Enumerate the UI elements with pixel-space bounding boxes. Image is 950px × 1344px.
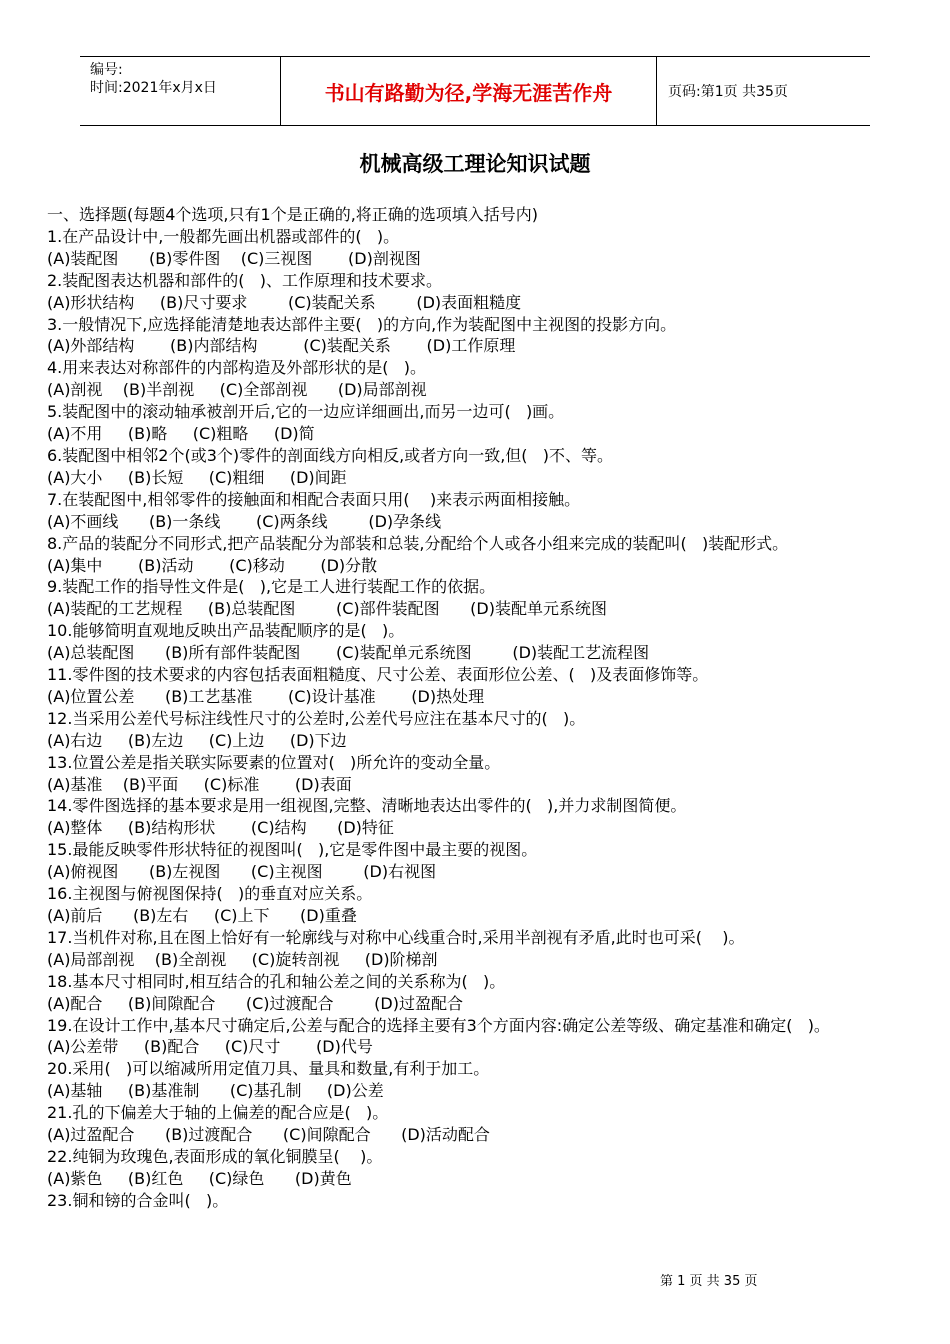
question-line: 13.位置公差是指关联实际要素的位置对( )所允许的变动全量。	[47, 752, 501, 772]
question-line: 20.采用( )可以缩减所用定值刀具、量具和数量,有利于加工。	[47, 1059, 490, 1079]
question-line: 2.装配图表达机器和部件的( )、工作原理和技术要求。	[47, 270, 443, 290]
question-line: (A)过盈配合 (B)过渡配合 (C)间隙配合 (D)活动配合	[47, 1125, 490, 1145]
document-header	[80, 56, 870, 126]
question-line: (A)装配图 (B)零件图 (C)三视图 (D)剖视图	[47, 248, 421, 268]
time-label: 时间:2021年x月x日	[90, 80, 217, 96]
page-footer: 第 1 页 共 35 页	[660, 1274, 758, 1289]
question-line: 14.零件图选择的基本要求是用一组视图,完整、清晰地表达出零件的( ),并力求制图简便。	[47, 796, 687, 816]
question-line: (A)不用 (B)略 (C)粗略 (D)简	[47, 424, 315, 444]
question-line: 15.最能反映零件形状特征的视图叫( ),它是零件图中最主要的视图。	[47, 840, 538, 860]
question-line: 4.用来表达对称部件的内部构造及外部形状的是( )。	[47, 358, 427, 378]
question-line: (A)剖视 (B)半剖视 (C)全部剖视 (D)局部剖视	[47, 380, 427, 400]
question-line: (A)整体 (B)结构形状 (C)结构 (D)特征	[47, 818, 394, 838]
question-line: (A)不画线 (B)一条线 (C)两条线 (D)孕条线	[47, 511, 442, 531]
question-line: 10.能够简明直观地反映出产品装配顺序的是( )。	[47, 621, 405, 641]
question-line: (A)右边 (B)左边 (C)上边 (D)下边	[47, 730, 347, 750]
question-line: (A)总装配图 (B)所有部件装配图 (C)装配单元系统图 (D)装配工艺流程图	[47, 643, 650, 663]
question-line: (A)基轴 (B)基准制 (C)基孔制 (D)公差	[47, 1081, 384, 1101]
question-list	[47, 204, 907, 1212]
question-line: 19.在设计工作中,基本尺寸确定后,公差与配合的选择主要有3个方面内容:确定公差等级、确定基准和确定( )。	[47, 1015, 830, 1035]
question-line: (A)基准 (B)平面 (C)标准 (D)表面	[47, 774, 352, 794]
serial-label: 编号:	[90, 62, 123, 78]
question-line: (A)形状结构 (B)尺寸要求 (C)装配关系 (D)表面粗糙度	[47, 292, 522, 312]
header-meta	[80, 57, 280, 125]
question-line: 5.装配图中的滚动轴承被剖开后,它的一边应详细画出,而另一边可( )画。	[47, 402, 565, 422]
question-line: 1.在产品设计中,一般都先画出机器或部件的( )。	[47, 226, 400, 246]
question-line: 11.零件图的技术要求的内容包括表面粗糙度、尺寸公差、表面形位公差、( )及表面修饰等。	[47, 665, 709, 685]
question-line: 8.产品的装配分不同形式,把产品装配分为部装和总装,分配给个人或各小组来完成的装配叫( )装配形式。	[47, 533, 789, 553]
question-line: 7.在装配图中,相邻零件的接触面和相配合表面只用( )来表示两面相接触。	[47, 489, 581, 509]
question-line: 6.装配图中相邻2个(或3个)零件的剖面线方向相反,或者方向一致,但( )不、等。	[47, 445, 614, 465]
question-line: 23.铜和镑的合金叫( )。	[47, 1190, 229, 1210]
question-line: 16.主视图与俯视图保持( )的垂直对应关系。	[47, 884, 373, 904]
question-line: (A)集中 (B)活动 (C)移动 (D)分散	[47, 555, 378, 575]
question-line: 22.纯铜为玫瑰色,表面形成的氧化铜膜呈( )。	[47, 1146, 383, 1166]
question-line: (A)装配的工艺规程 (B)总装配图 (C)部件装配图 (D)装配单元系统图	[47, 599, 607, 619]
question-line: (A)局部剖视 (B)全剖视 (C)旋转剖视 (D)阶梯剖	[47, 949, 438, 969]
question-line: (A)配合 (B)间隙配合 (C)过渡配合 (D)过盈配合	[47, 993, 463, 1013]
question-line: (A)位置公差 (B)工艺基准 (C)设计基准 (D)热处理	[47, 686, 485, 706]
header-motto: 书山有路勤为径,学海无涯苦作舟	[280, 57, 657, 125]
question-line: (A)大小 (B)长短 (C)粗细 (D)间距	[47, 467, 347, 487]
question-line: 一、选择题(每题4个选项,只有1个是正确的,将正确的选项填入括号内)	[47, 205, 539, 224]
question-line: (A)外部结构 (B)内部结构 (C)装配关系 (D)工作原理	[47, 336, 516, 356]
question-line: 3.一般情况下,应选择能清楚地表达部件主要( )的方向,作为装配图中主视图的投影方向。	[47, 314, 677, 334]
question-line: 9.装配工作的指导性文件是( ),它是工人进行装配工作的依据。	[47, 577, 496, 597]
question-line: (A)前后 (B)左右 (C)上下 (D)重叠	[47, 906, 357, 925]
question-line: (A)公差带 (B)配合 (C)尺寸 (D)代号	[47, 1037, 373, 1057]
question-line: (A)俯视图 (B)左视图 (C)主视图 (D)右视图	[47, 862, 437, 882]
question-line: 21.孔的下偏差大于轴的上偏差的配合应是( )。	[47, 1103, 389, 1123]
question-line: 17.当机件对称,且在图上恰好有一轮廓线与对称中心线重合时,采用半剖视有矛盾,此时也可采( )。	[47, 927, 745, 947]
header-page-info: 页码:第1页 共35页	[668, 84, 788, 100]
question-line: (A)紫色 (B)红色 (C)绿色 (D)黄色	[47, 1168, 352, 1188]
document-title: 机械高级工理论知识试题	[359, 152, 591, 176]
question-line: 12.当采用公差代号标注线性尺寸的公差时,公差代号应注在基本尺寸的( )。	[47, 708, 586, 728]
question-line: 18.基本尺寸相同时,相互结合的孔和轴公差之间的关系称为( )。	[47, 971, 506, 991]
